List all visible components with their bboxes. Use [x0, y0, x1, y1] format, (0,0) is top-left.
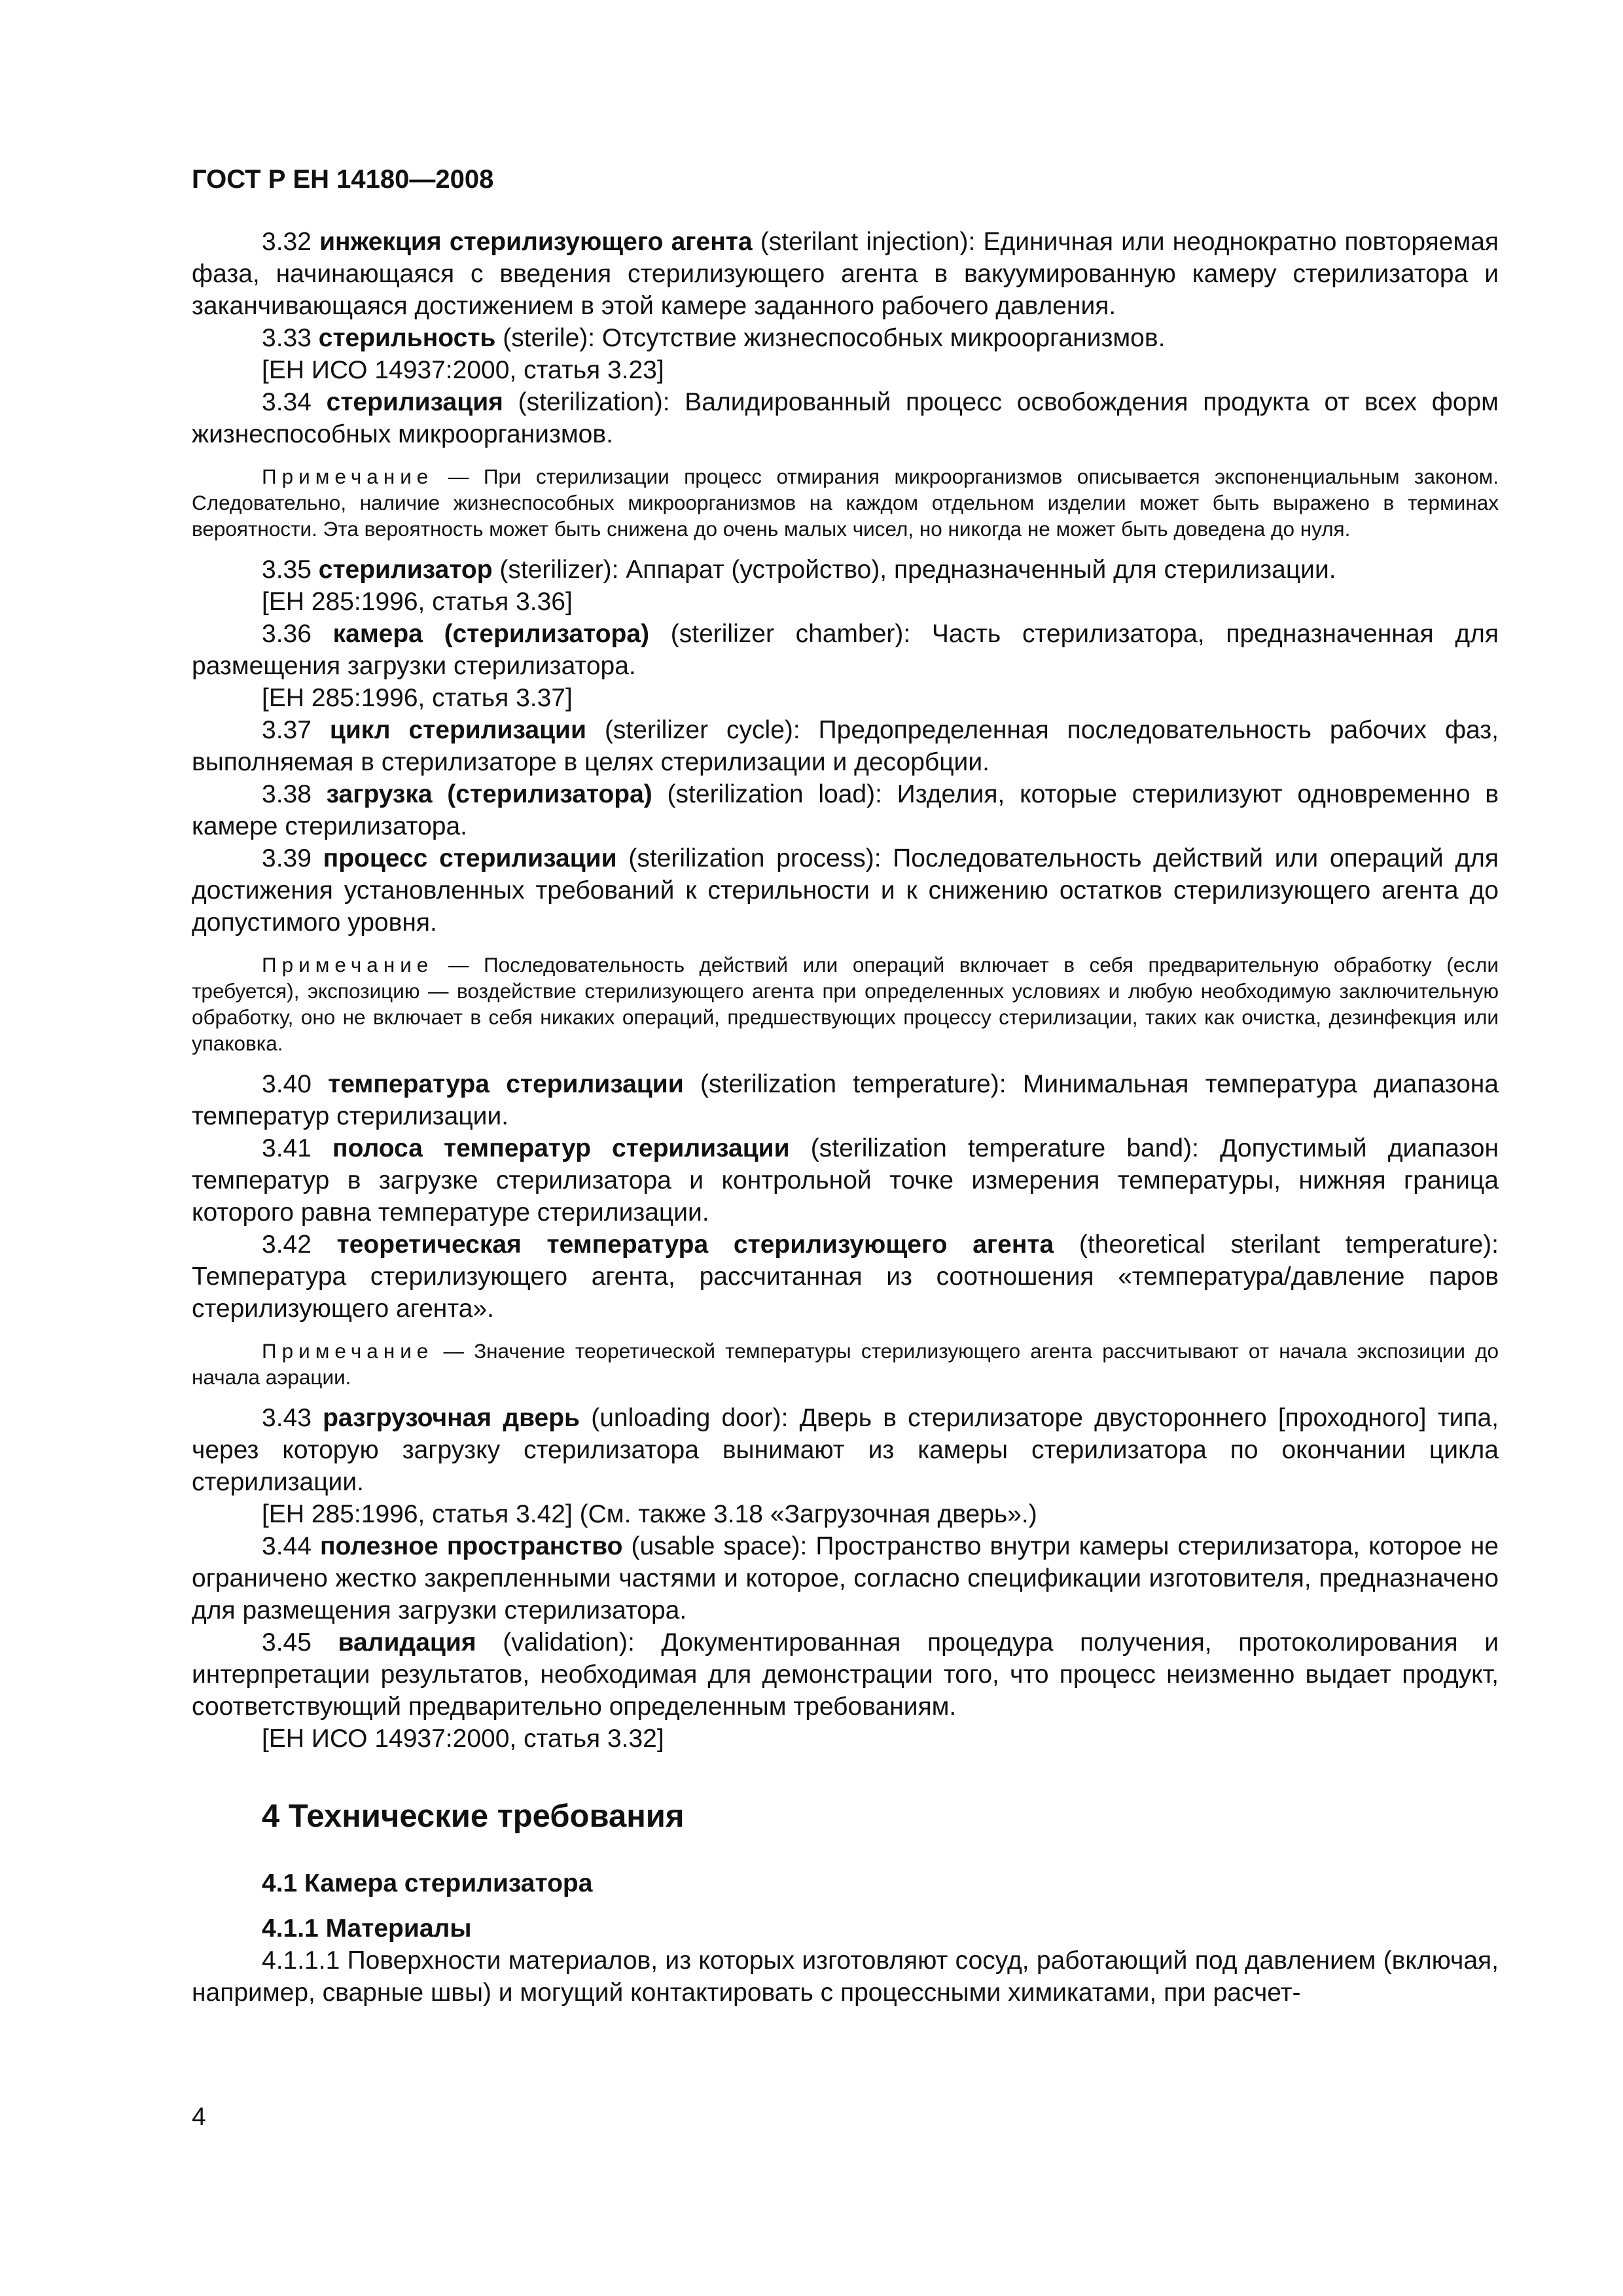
term-definition: (unloading door): Дверь в стерилизаторе двустороннего [проходного] типа, через которую загрузку стерилизатора вынимают из камеры стерилизатора по окончании цикла стерилизации.	[192, 1404, 1499, 1496]
term-definition: (sterilizer cycle): Предопределенная последовательность рабочих фаз, выполняемая в стерилизаторе в целях стерилизации и десорбции.	[192, 716, 1499, 776]
term-definition: (sterilization load): Изделия, которые стерилизуют одновременно в камере стерилизатора.	[192, 780, 1499, 840]
term-entry	[192, 386, 1499, 450]
term-entry	[192, 1626, 1499, 1723]
term-entry	[192, 1229, 1499, 1325]
term-note	[192, 1338, 1499, 1390]
term-name: инжекция стерилизующего агента	[319, 228, 753, 256]
term-number: 3.35	[262, 556, 312, 584]
term-definition: (sterilizer chamber): Часть стерилизатора, предназначенная для размещения загрузки стерилизатора.	[192, 620, 1499, 680]
term-entry	[192, 554, 1499, 586]
document-header: ГОСТ Р ЕН 14180—2008	[192, 165, 494, 194]
paragraph	[192, 1945, 1499, 2009]
term-name: стерилизатор	[318, 556, 493, 584]
term-note	[192, 952, 1499, 1056]
term-name: стерильность	[318, 324, 496, 352]
subsubsection-heading: 4.1.1 Материалы	[262, 1914, 472, 1943]
note-text: Значение теоретической температуры стерилизующего агента рассчитывают от начала экспозиции до начала аэрации.	[192, 1339, 1499, 1389]
term-number: 3.44	[262, 1532, 312, 1560]
term-definition: (usable space): Пространство внутри камеры стерилизатора, которое не ограничено жестко закрепленными частями и которое, согласно спецификации изготовителя, предназначено для размещения загрузки стерилизатора.	[192, 1532, 1499, 1624]
term-entry	[192, 778, 1499, 842]
note-dash: —	[433, 465, 484, 488]
term-definition: (theoretical sterilant temperature): Температура стерилизующего агента, рассчитанная из соотношения «температура/давление паров стерилизующего агента».	[192, 1230, 1499, 1323]
term-number: 3.34	[262, 388, 312, 416]
term-number: 3.45	[262, 1628, 312, 1657]
term-number: 3.33	[262, 324, 312, 352]
term-number: 3.40	[262, 1070, 312, 1098]
term-entry	[192, 714, 1499, 778]
term-entry	[192, 1530, 1499, 1626]
term-name: полезное пространство	[319, 1532, 623, 1560]
term-name: температура стерилизации	[328, 1070, 684, 1098]
term-entry	[192, 1132, 1499, 1229]
term-number: 3.38	[262, 780, 312, 808]
term-number: 3.39	[262, 844, 312, 872]
term-number: 3.43	[262, 1404, 312, 1432]
term-entry	[192, 618, 1499, 682]
term-reference: [ЕН 285:1996, статья 3.36]	[262, 588, 573, 616]
term-name: полоса температур стерилизации	[332, 1134, 790, 1162]
term-name: загрузка (стерилизатора)	[326, 780, 652, 808]
term-reference: [ЕН 285:1996, статья 3.37]	[262, 684, 573, 712]
term-reference: [ЕН 285:1996, статья 3.42] (См. также 3.18 «Загрузочная дверь».)	[262, 1500, 1037, 1528]
note-label: Примечание	[262, 953, 434, 977]
note-dash: —	[433, 1339, 474, 1363]
note-label: Примечание	[262, 465, 434, 488]
document-body	[192, 226, 1499, 2009]
term-entry	[192, 1402, 1499, 1498]
term-definition: (sterilization): Валидированный процесс освобождения продукта от всех форм жизнеспособных микроорганизмов.	[192, 388, 1499, 448]
term-number: 3.32	[262, 228, 312, 256]
term-definition: (sterilization temperature): Минимальная температура диапазона температур стерилизации.	[192, 1070, 1499, 1130]
term-entry	[192, 842, 1499, 939]
term-entry	[192, 226, 1499, 322]
term-definition: (sterilization process): Последовательность действий или операций для достижения установленных требований к стерильности и к снижению остатков стерилизующего агента до допустимого уровня.	[192, 844, 1499, 937]
term-definition: (sterilization temperature band): Допустимый диапазон температур в загрузке стерилизатора и контрольной точке измерения температуры, нижняя граница которого равна температуре стерилизации.	[192, 1134, 1499, 1227]
term-definition: (sterilant injection): Единичная или неоднократно повторяемая фаза, начинающаяся с введения стерилизующего агента в вакуумированную камеру стерилизатора и заканчивающаяся достижением в этой камере заданного рабочего давления.	[192, 228, 1499, 320]
term-reference: [ЕН ИСО 14937:2000, статья 3.32]	[262, 1725, 664, 1753]
paragraph-number: 4.1.1.1	[262, 1946, 340, 1975]
note-label: Примечание	[262, 1339, 434, 1363]
note-dash: —	[433, 953, 484, 977]
term-definition: (sterile): Отсутствие жизнеспособных микроорганизмов.	[495, 324, 1166, 352]
section-heading: 4 Технические требования	[262, 1799, 685, 1834]
term-entry	[192, 1068, 1499, 1132]
page-number: 4	[192, 2103, 206, 2131]
term-number: 3.36	[262, 620, 312, 648]
term-reference: [ЕН ИСО 14937:2000, статья 3.23]	[262, 356, 664, 384]
term-number: 3.41	[262, 1134, 312, 1162]
note-text: Последовательность действий или операций включает в себя предварительную обработку (если требуется), экспозицию — воздействие стерилизующего агента при определенных условиях и любую необходимую заключительную обработку, оно не включает в себя никаких операций, предшествующих процессу стерилизации, таких как очистка, дезинфекция или упаковка.	[192, 953, 1499, 1055]
term-name: стерилизация	[326, 388, 503, 416]
term-number: 3.42	[262, 1230, 312, 1259]
term-definition: (sterilizer): Аппарат (устройство), предназначенный для стерилизации.	[492, 556, 1336, 584]
term-definition: (validation): Документированная процедура получения, протоколирования и интерпретации результатов, необходимая для демонстрации того, что процесс неизменно выдает продукт, соответствующий предварительно определенным требованиям.	[192, 1628, 1499, 1721]
paragraph-text: Поверхности материалов, из которых изготовляют сосуд, работающий под давлением (включая, например, сварные швы) и могущий контактировать с процессными химикатами, при расчет-	[192, 1946, 1499, 2007]
term-name: разгрузочная дверь	[323, 1404, 580, 1432]
term-name: камера (стерилизатора)	[332, 620, 650, 648]
term-note	[192, 463, 1499, 542]
term-number: 3.37	[262, 716, 312, 744]
term-name: процесс стерилизации	[323, 844, 617, 872]
term-name: валидация	[338, 1628, 476, 1657]
note-text: При стерилизации процесс отмирания микроорганизмов описывается экспоненциальным законом. Следовательно, наличие жизнеспособных микроорганизмов на каждом отдельном изделии может быть выражено в терминах вероятности. Эта вероятность может быть снижена до очень малых чисел, но никогда не может быть доведена до нуля.	[192, 465, 1499, 541]
subsection-heading: 4.1 Камера стерилизатора	[262, 1869, 593, 1897]
term-name: цикл стерилизации	[329, 716, 587, 744]
term-name: теоретическая температура стерилизующего агента	[336, 1230, 1054, 1259]
term-entry	[192, 322, 1499, 354]
